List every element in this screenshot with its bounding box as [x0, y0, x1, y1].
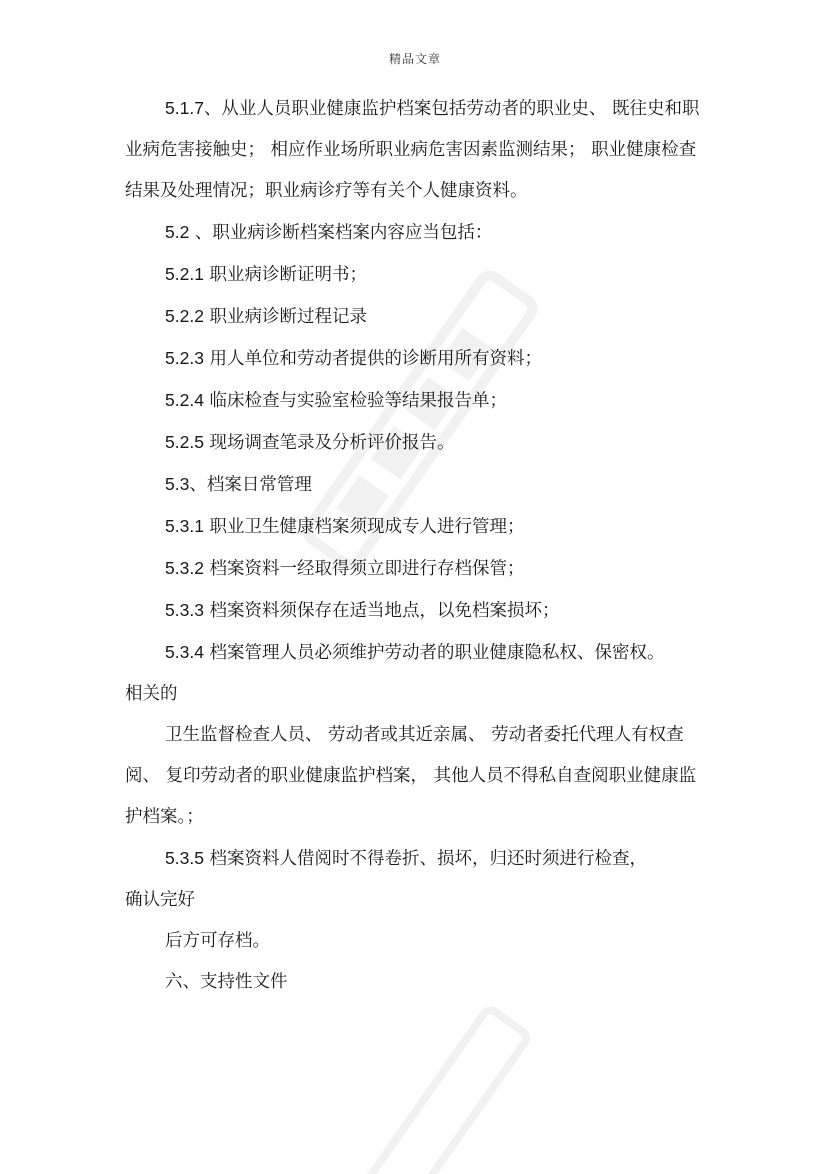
paragraph-5-2-2: [125, 296, 710, 338]
clause-text: 、从业人员职业健康监护档案包括劳动者的职业史、 既往史和职业病危害接触史； 相应作业场所职业病危害因素监测结果； 职业健康检查结果及处理情况；职业病诊疗等有关个人健康资料。: [125, 99, 700, 201]
clause-number: 5.3: [165, 474, 190, 494]
clause-number: 5.1.7: [165, 98, 204, 118]
clause-text: 档案资料一经取得须立即进行存档保管；: [203, 559, 525, 579]
paragraph-5-2-3: [125, 338, 710, 380]
clause-number: 5.3.5: [165, 848, 204, 868]
clause-text: 用人单位和劳动者提供的诊断用所有资料；: [203, 349, 542, 369]
paragraph-5-3-1: [125, 506, 710, 548]
clause-number: 5.3.3: [165, 600, 204, 620]
clause-text: 、职业病诊断档案档案内容应当包括：: [189, 223, 493, 243]
paragraph-5-3-2: [125, 548, 710, 590]
paragraph-5-1-7: [125, 88, 710, 212]
section-heading-six: 六、支持性文件: [165, 972, 288, 992]
paragraph-5-3-5: [125, 838, 710, 880]
paragraph-5-2-4: [125, 380, 710, 422]
clause-text: 现场调查笔录及分析评价报告。: [203, 433, 455, 453]
paragraph-5-2-5: [125, 422, 710, 464]
paragraph-5-2: [125, 212, 710, 254]
clause-text: 职业病诊断证明书；: [203, 265, 367, 285]
clause-number: 5.2: [165, 222, 190, 242]
paragraph-5-3-4: [125, 632, 710, 674]
clause-number: 5.2.3: [165, 348, 204, 368]
paragraph-5-3: [125, 464, 710, 506]
clause-number: 5.2.1: [165, 264, 204, 284]
continuation-text: 后方可存档。: [165, 931, 270, 951]
clause-number: 5.2.4: [165, 390, 204, 410]
clause-text: 档案管理人员必须维护劳动者的职业健康隐私权、保密权。: [203, 643, 665, 663]
clause-number: 5.3.4: [165, 642, 204, 662]
clause-number: 5.2.2: [165, 306, 204, 326]
clause-text: 职业卫生健康档案须现成专人进行管理；: [203, 517, 525, 537]
clause-text: 职业病诊断过程记录: [203, 307, 367, 327]
document-body: [125, 88, 710, 1003]
page-header-title: 精品文章: [388, 52, 441, 66]
clause-text: 档案资料人借阅时不得卷折、损坏，归还时须进行检查，: [203, 849, 647, 869]
continuation-text: 相关的: [125, 684, 178, 704]
clause-text: 临床检查与实验室检验等结果报告单；: [203, 391, 507, 411]
clause-number: 5.3.2: [165, 558, 204, 578]
clause-number: 5.3.1: [165, 516, 204, 536]
paragraph-5-2-1: [125, 254, 710, 296]
paragraph-audit-rights: 卫生监督检查人员、 劳动者或其近亲属、 劳动者委托代理人有权查阅、 复印劳动者的职业健康监护档案， 其他人员不得私自查阅职业健康监护档案。；: [125, 725, 697, 827]
clause-text: 、档案日常管理: [189, 475, 312, 495]
continuation-text: 确认完好: [125, 890, 195, 910]
clause-text: 档案资料须保存在适当地点，以免档案损坏；: [203, 601, 560, 621]
clause-number: 5.2.5: [165, 432, 204, 452]
paragraph-5-3-3: [125, 590, 710, 632]
